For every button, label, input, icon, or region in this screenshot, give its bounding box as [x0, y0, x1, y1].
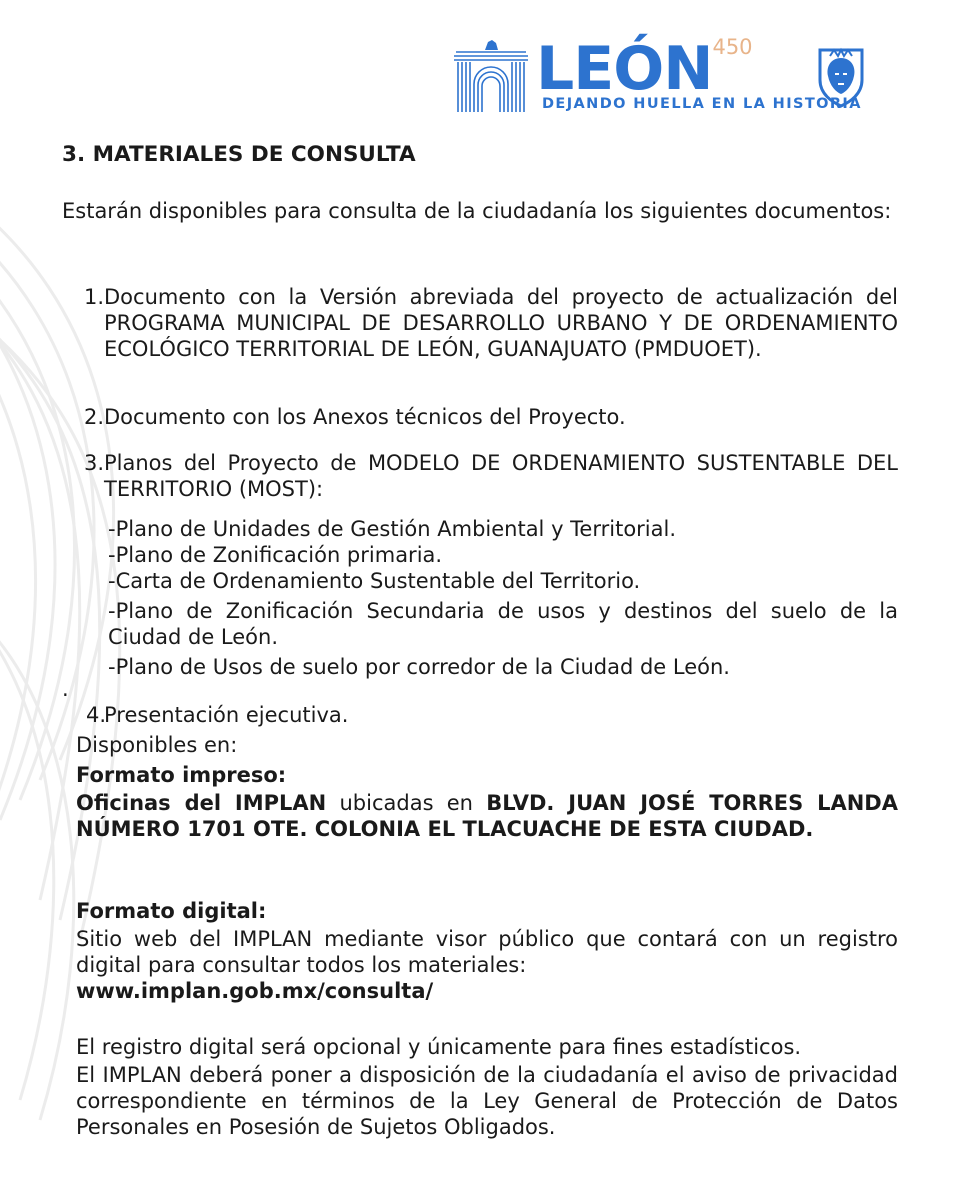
disponibles-label: Disponibles en: [76, 733, 238, 757]
item-3-text: Planos del Proyecto de MODELO DE ORDENAMIENTO SUSTENTABLE DEL TERRITORIO (MOST): [104, 451, 898, 501]
arch-monument-icon [452, 40, 530, 114]
section-heading: 3. MATERIALES DE CONSULTA [62, 142, 416, 167]
formato-impreso-address-block [76, 790, 898, 842]
footer-note-privacidad: El IMPLAN deberá poner a disposición de la ciudadanía el aviso de privacidad correspondiente en términos de la Ley General de Protección de Datos Personales en Posesión de Sujetos Obligados. [76, 1063, 898, 1139]
item-2-text: Documento con los Anexos técnicos del Proyecto. [104, 405, 626, 429]
item-1-number: 1. [84, 285, 105, 309]
implan-office-name: Oficinas del IMPLAN [76, 791, 327, 815]
item-1-text: Documento con la Versión abreviada del proyecto de actualización del PROGRAMA MUNICIPAL DE DESARROLLO URBANO Y DE ORDENAMIENTO ECOLÓGICO TERRITORIAL DE LEÓN, GUANAJUATO (PMDUOET). [104, 285, 898, 361]
item-3-number: 3. [84, 451, 105, 475]
item-2-number: 2. [84, 405, 105, 429]
item-4-number: 4. [86, 703, 107, 727]
formato-impreso-title: Formato impreso: [76, 763, 287, 787]
stray-dot: . [62, 677, 69, 701]
footer-note-registro: El registro digital será opcional y únicamente para fines estadísticos. [76, 1035, 802, 1059]
leon-450-wordmark [536, 34, 753, 104]
formato-digital-title: Formato digital: [76, 899, 267, 923]
leon-450-logo [452, 34, 872, 120]
wordmark-450: 450 [712, 35, 753, 59]
consulta-url-link[interactable]: www.implan.gob.mx/consulta/ [76, 979, 434, 1003]
item-4-text: Presentación ejecutiva. [104, 703, 349, 727]
formato-digital-text: Sitio web del IMPLAN mediante visor público que contará con un registro digital para consultar todos los materiales: [76, 927, 898, 977]
address-connector: ubicadas en [326, 791, 487, 815]
intro-paragraph: Estarán disponibles para consulta de la ciudadanía los siguientes documentos: [62, 199, 892, 223]
lion-shield-icon [816, 46, 866, 108]
implan-address: BLVD. JUAN JOSÉ TORRES LANDA NÚMERO 1701 OTE. COLONIA EL TLACUACHE DE ESTA CIUDAD. [76, 791, 898, 841]
plano-item: -Plano de Zonificación primaria. [108, 543, 443, 567]
plano-item: -Plano de Usos de suelo por corredor de la Ciudad de León. [108, 655, 730, 679]
plano-item: -Plano de Unidades de Gestión Ambiental y Territorial. [108, 517, 677, 541]
plano-item: -Plano de Zonificación Secundaria de usos y destinos del suelo de la Ciudad de León. [108, 599, 898, 649]
wordmark-leon: LEÓN [536, 34, 713, 104]
logo-tagline: DEJANDO HUELLA EN LA HISTORIA [542, 96, 862, 112]
plano-item: -Carta de Ordenamiento Sustentable del Territorio. [108, 569, 641, 593]
